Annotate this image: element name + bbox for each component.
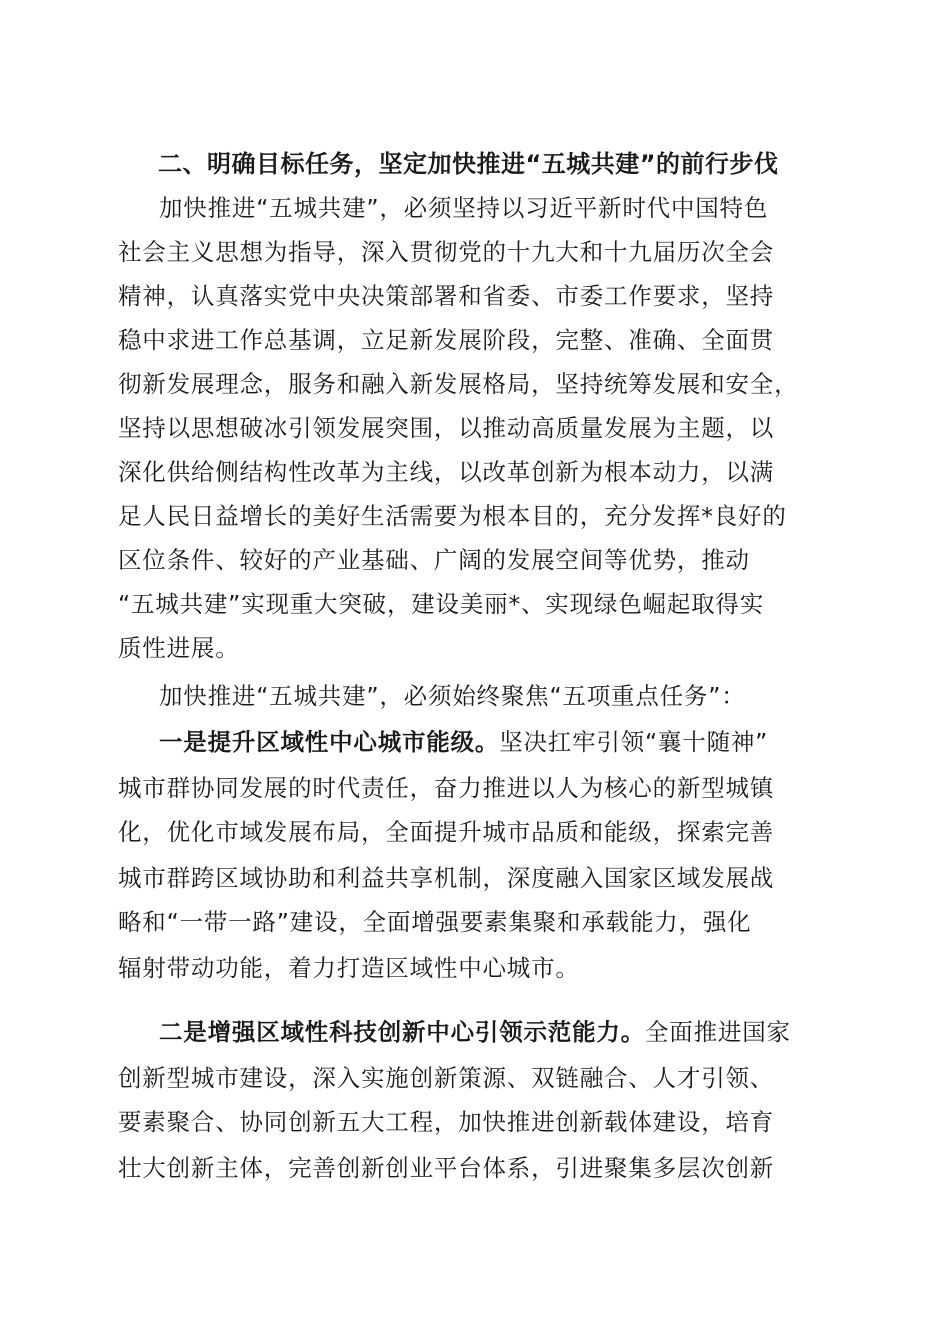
paragraph-3-first-rest: 坚决扛牢引领“襄十随神”: [499, 728, 769, 756]
paragraph-4-line: 创新型城市建设，深入实施创新策源、双链融合、人才引领、: [118, 1064, 775, 1092]
paragraph-4-lead: 二是增强区域性科技创新中心引领示范能力。: [159, 1018, 645, 1046]
paragraph-1-line: 精神，认真落实党中央决策部署和省委、市委工作要求，坚持: [118, 282, 775, 310]
paragraph-3-line: 城市群协同发展的时代责任，奋力推进以人为核心的新型城镇: [118, 774, 775, 802]
paragraph-1-line: 足人民日益增长的美好生活需要为根本目的，充分发挥*良好的: [118, 502, 787, 530]
paragraph-1-line: 质性进展。: [118, 634, 240, 662]
section-heading: 二、明确目标任务，坚定加快推进“五城共建”的前行步伐: [158, 150, 779, 178]
paragraph-3-line: 略和“一带一路”建设，全面增强要素集聚和承载能力，强化: [118, 908, 752, 936]
paragraph-1-line: 彻新发展理念，服务和融入新发展格局，坚持统筹发展和安全，: [118, 370, 799, 398]
paragraph-1-line: “五城共建”实现重大突破，建设美丽*、实现绿色崛起取得实: [118, 590, 764, 618]
paragraph-3-line: 城市群跨区域协助和利益共享机制，深度融入国家区域发展战: [118, 864, 775, 892]
paragraph-4-first-line: [159, 1010, 899, 1054]
paragraph-4-line: 壮大创新主体，完善创新创业平台体系，引进聚集多层次创新: [118, 1154, 775, 1182]
paragraph-3-lead: 一是提升区域性中心城市能级。: [159, 728, 500, 756]
paragraph-4-first-rest: 全面推进国家: [645, 1018, 791, 1046]
paragraph-4-line: 要素聚合、协同创新五大工程，加快推进创新载体建设，培育: [118, 1108, 775, 1136]
paragraph-1-line: 区位条件、较好的产业基础、广阔的发展空间等优势，推动: [118, 546, 750, 574]
paragraph-3-line: 辐射带动功能，着力打造区域性中心城市。: [118, 954, 580, 982]
paragraph-1-line: 稳中求进工作总基调，立足新发展阶段，完整、准确、全面贯: [118, 326, 775, 354]
paragraph-1-line: 社会主义思想为指导，深入贯彻党的十九大和十九届历次全会: [118, 238, 775, 266]
paragraph-2: 加快推进“五城共建”，必须始终聚焦“五项重点任务”：: [159, 682, 746, 710]
paragraph-1-line: 加快推进“五城共建”，必须坚持以习近平新时代中国特色: [159, 194, 769, 222]
paragraph-3-line: 化，优化市域发展布局，全面提升城市品质和能级，探索完善: [118, 818, 775, 846]
paragraph-1-line: 深化供给侧结构性改革为主线，以改革创新为根本动力，以满: [118, 458, 775, 486]
paragraph-1-line: 坚持以思想破冰引领发展突围，以推动高质量发展为主题，以: [118, 414, 775, 442]
paragraph-3-first-line: [159, 720, 899, 764]
